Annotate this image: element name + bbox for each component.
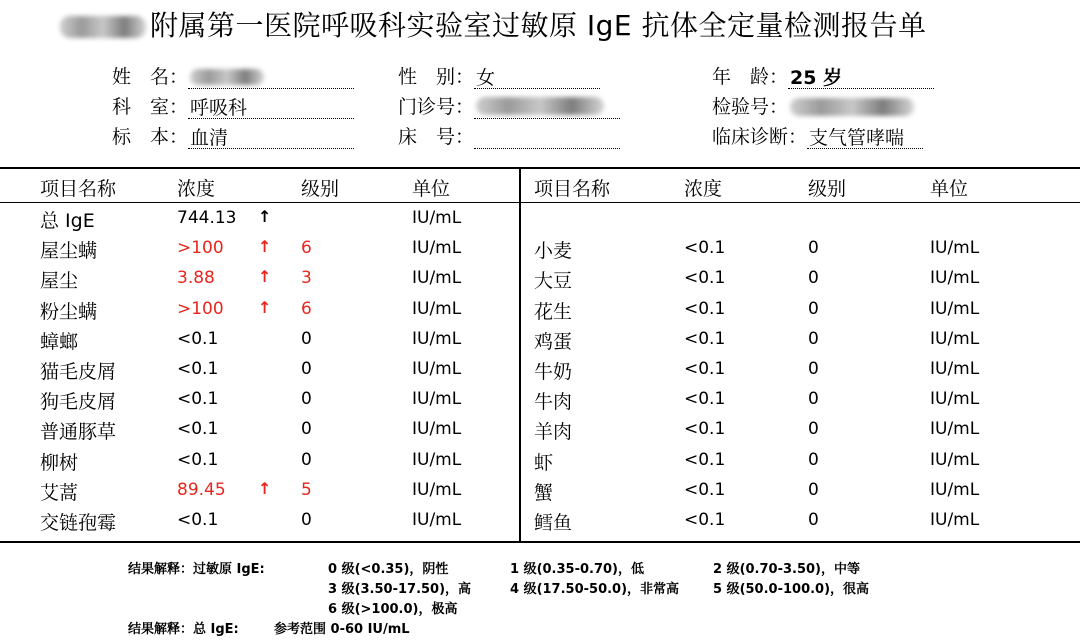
left-row-level: 0 <box>301 510 312 530</box>
clinic-value <box>474 93 620 119</box>
right-row-concentration: <0.1 <box>684 359 726 379</box>
right-row-unit: IU/mL <box>930 450 980 470</box>
left-row-level: 3 <box>301 268 312 288</box>
left-row-unit: IU/mL <box>412 450 462 470</box>
right-row-unit: IU/mL <box>930 329 980 349</box>
left-row-unit: IU/mL <box>412 238 462 258</box>
left-row-unit: IU/mL <box>412 389 462 409</box>
right-row-name: 牛奶 <box>534 361 573 383</box>
dept-value: 呼吸科 <box>188 93 354 119</box>
age-label: 年 龄： <box>712 66 789 88</box>
left-row-concentration: 89.45 <box>177 480 226 500</box>
left-row-name: 屋尘螨 <box>40 240 98 262</box>
redacted-clinic-number <box>476 97 604 115</box>
right-row-unit: IU/mL <box>930 480 980 500</box>
right-row-concentration: <0.1 <box>684 329 726 349</box>
specimen-field <box>112 122 354 149</box>
test-number-field <box>712 92 924 119</box>
left-row-concentration: <0.1 <box>177 389 219 409</box>
header-right-unit: 单位 <box>930 178 969 200</box>
right-row-name: 小麦 <box>534 240 573 262</box>
total-ige-reference: 参考范围 0-60 IU/mL <box>274 622 410 637</box>
left-row-name: 屋尘 <box>40 270 79 292</box>
right-row-name: 虾 <box>534 452 554 474</box>
table-bottom-rule <box>0 541 1080 543</box>
up-arrow-icon: ↑ <box>258 267 272 286</box>
right-row-unit: IU/mL <box>930 510 980 530</box>
right-row-unit: IU/mL <box>930 359 980 379</box>
table-header-rule <box>0 202 1080 203</box>
left-row-concentration: <0.1 <box>177 510 219 530</box>
table-top-rule <box>0 167 1080 169</box>
age-value: 25 岁 <box>788 63 934 89</box>
left-row-level: 5 <box>301 480 312 500</box>
name-value <box>188 63 354 89</box>
header-left-conc: 浓度 <box>177 178 216 200</box>
specimen-label: 标 本： <box>112 126 189 148</box>
right-row-name: 羊肉 <box>534 421 573 443</box>
specimen-value: 血清 <box>188 123 354 149</box>
left-row-unit: IU/mL <box>412 268 462 288</box>
left-row-name: 狗毛皮屑 <box>40 391 117 413</box>
right-row-level: 0 <box>808 359 819 379</box>
level-3-note: 3 级(3.50-17.50)，高 <box>328 582 472 597</box>
right-row-level: 0 <box>808 329 819 349</box>
clinic-field <box>398 92 620 119</box>
level-2-note: 2 级(0.70-3.50)，中等 <box>713 562 860 577</box>
left-row-name: 粉尘螨 <box>40 301 98 323</box>
bed-label: 床 号： <box>398 126 475 148</box>
left-row-unit: IU/mL <box>412 329 462 349</box>
left-row-level: 0 <box>301 450 312 470</box>
right-row-unit: IU/mL <box>930 389 980 409</box>
test-number-value <box>788 94 924 119</box>
level-1-note: 1 级(0.35-0.70)，低 <box>510 562 644 577</box>
right-row-name: 大豆 <box>534 270 573 292</box>
level-5-note: 5 级(50.0-100.0)，很高 <box>713 582 870 597</box>
header-right-name: 项目名称 <box>534 178 611 200</box>
up-arrow-icon: ↑ <box>258 237 272 256</box>
bed-field <box>398 122 620 149</box>
right-row-unit: IU/mL <box>930 299 980 319</box>
left-row-name: 总 IgE <box>40 210 95 232</box>
left-row-concentration: 744.13 <box>177 208 237 228</box>
right-row-concentration: <0.1 <box>684 389 726 409</box>
age-field <box>712 62 934 89</box>
left-row-level: 0 <box>301 419 312 439</box>
left-row-name: 蟑螂 <box>40 331 79 353</box>
clinic-label: 门诊号： <box>398 96 475 118</box>
bed-value <box>474 123 620 149</box>
left-row-name: 普通豚草 <box>40 421 117 443</box>
header-right-conc: 浓度 <box>684 178 723 200</box>
up-arrow-icon: ↑ <box>258 298 272 317</box>
right-row-level: 0 <box>808 299 819 319</box>
left-row-concentration: >100 <box>177 299 224 319</box>
gender-value: 女 <box>474 63 600 89</box>
left-row-level: 6 <box>301 299 312 319</box>
right-row-concentration: <0.1 <box>684 450 726 470</box>
right-row-level: 0 <box>808 450 819 470</box>
right-row-level: 0 <box>808 480 819 500</box>
header-right-level: 级别 <box>808 178 847 200</box>
right-row-name: 牛肉 <box>534 391 573 413</box>
redacted-name <box>190 69 264 85</box>
header-left-name: 项目名称 <box>40 178 117 200</box>
right-row-level: 0 <box>808 389 819 409</box>
report-title <box>60 4 1060 44</box>
right-row-concentration: <0.1 <box>684 480 726 500</box>
right-row-concentration: <0.1 <box>684 238 726 258</box>
header-left-level: 级别 <box>301 178 340 200</box>
left-row-concentration: <0.1 <box>177 329 219 349</box>
diagnosis-field <box>712 122 923 149</box>
right-row-unit: IU/mL <box>930 268 980 288</box>
name-label: 姓 名： <box>112 66 189 88</box>
diagnosis-value: 支气管哮喘 <box>807 123 923 149</box>
allergen-note-label: 结果解释：过敏原 IgE: <box>128 562 265 577</box>
left-row-name: 交链孢霉 <box>40 512 117 534</box>
name-field <box>112 62 354 89</box>
right-row-level: 0 <box>808 238 819 258</box>
left-row-unit: IU/mL <box>412 208 462 228</box>
left-row-unit: IU/mL <box>412 510 462 530</box>
up-arrow-icon: ↑ <box>258 207 272 226</box>
left-row-level: 0 <box>301 359 312 379</box>
left-row-unit: IU/mL <box>412 480 462 500</box>
right-row-level: 0 <box>808 268 819 288</box>
left-row-name: 艾蒿 <box>40 482 79 504</box>
left-row-name: 猫毛皮屑 <box>40 361 117 383</box>
right-row-unit: IU/mL <box>930 238 980 258</box>
redacted-test-number <box>790 98 914 116</box>
right-row-concentration: <0.1 <box>684 268 726 288</box>
left-row-concentration: <0.1 <box>177 419 219 439</box>
right-row-concentration: <0.1 <box>684 419 726 439</box>
left-row-concentration: >100 <box>177 238 224 258</box>
table-center-divider <box>519 168 521 542</box>
left-row-unit: IU/mL <box>412 419 462 439</box>
gender-field <box>398 62 600 89</box>
left-row-level: 0 <box>301 389 312 409</box>
right-row-name: 鳕鱼 <box>534 512 573 534</box>
right-row-name: 蟹 <box>534 482 554 504</box>
total-ige-note-label: 结果解释：总 IgE: <box>128 622 239 637</box>
right-row-level: 0 <box>808 510 819 530</box>
test-number-label: 检验号： <box>712 96 789 118</box>
redacted-hospital-name <box>60 16 146 38</box>
report-title-text: 附属第一医院呼吸科实验室过敏原 IgE 抗体全定量检测报告单 <box>150 9 927 42</box>
diagnosis-label: 临床诊断： <box>712 126 808 148</box>
right-row-concentration: <0.1 <box>684 510 726 530</box>
level-0-note: 0 级(<0.35)，阴性 <box>328 562 449 577</box>
left-row-concentration: 3.88 <box>177 268 215 288</box>
right-row-name: 花生 <box>534 301 573 323</box>
header-left-unit: 单位 <box>412 178 451 200</box>
level-6-note: 6 级(>100.0)，极高 <box>328 602 458 617</box>
right-row-unit: IU/mL <box>930 419 980 439</box>
right-row-concentration: <0.1 <box>684 299 726 319</box>
left-row-level: 6 <box>301 238 312 258</box>
left-row-level: 0 <box>301 329 312 349</box>
gender-label: 性 别： <box>398 66 475 88</box>
dept-label: 科 室： <box>112 96 189 118</box>
left-row-concentration: <0.1 <box>177 359 219 379</box>
up-arrow-icon: ↑ <box>258 479 272 498</box>
right-row-level: 0 <box>808 419 819 439</box>
left-row-concentration: <0.1 <box>177 450 219 470</box>
level-4-note: 4 级(17.50-50.0)，非常高 <box>510 582 680 597</box>
left-row-unit: IU/mL <box>412 359 462 379</box>
left-row-unit: IU/mL <box>412 299 462 319</box>
left-row-name: 柳树 <box>40 452 79 474</box>
dept-field <box>112 92 354 119</box>
right-row-name: 鸡蛋 <box>534 331 573 353</box>
